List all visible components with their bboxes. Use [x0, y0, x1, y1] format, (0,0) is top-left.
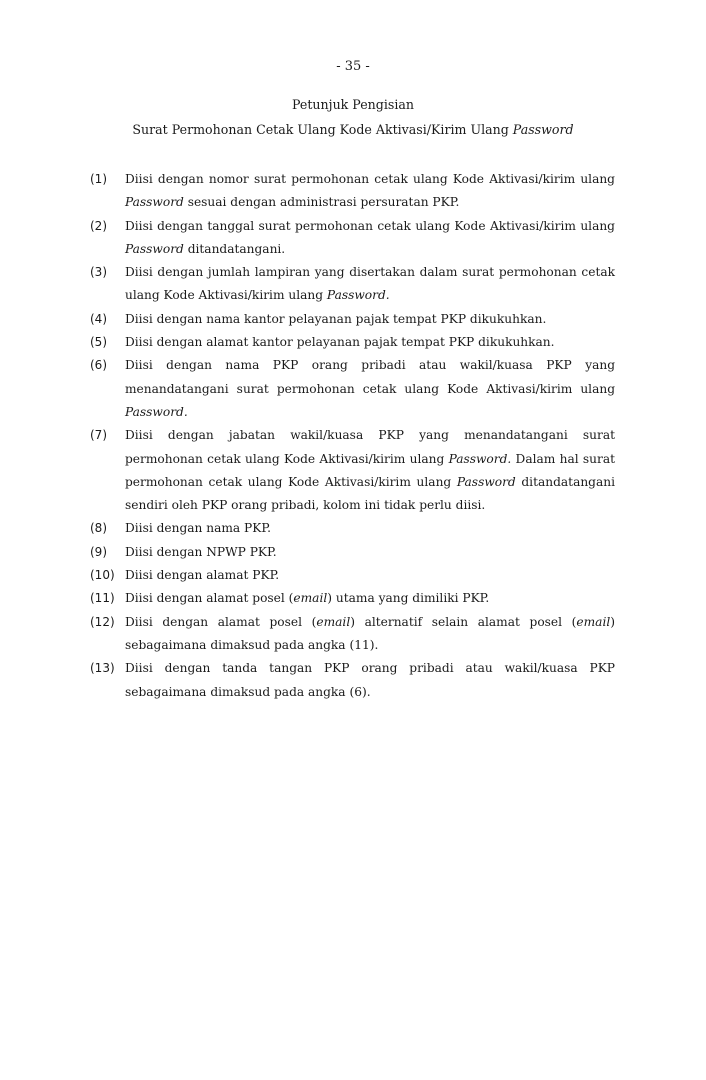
text-segment: ) utama yang dimiliki PKP. [327, 591, 490, 606]
text-segment: Surat Permohonan Cetak Ulang Kode Aktivasi/Kirim Ulang [132, 122, 513, 137]
list-item [90, 657, 615, 704]
text-segment: Diisi dengan nama PKP orang pribadi atau wakil/kuasa PKP yang menandatangani surat permohonan cetak ulang Kode Aktivasi/kirim ulang [125, 358, 615, 396]
text-segment: ditandatangani sendiri oleh PKP orang pribadi, kolom ini tidak perlu diisi. [125, 474, 615, 513]
item-number: (6) [90, 358, 107, 373]
italic-text: Password. [125, 404, 188, 419]
item-text [125, 517, 615, 540]
item-text [125, 168, 615, 215]
text-segment: Diisi dengan tanggal surat permohonan cetak ulang Kode Aktivasi/kirim ulang [125, 218, 615, 233]
italic-text: Password. [326, 288, 390, 303]
text-segment: Dalam hal surat permohonan cetak ulang Kode Aktivasi/kirim ulang [125, 451, 615, 489]
italic-text: Password [512, 122, 574, 137]
text-segment: Diisi dengan alamat kantor pelayanan pajak tempat PKP dikukuhkan. [125, 335, 555, 350]
item-number: (11) [90, 591, 115, 606]
list-item [90, 168, 615, 215]
list-item [90, 517, 615, 540]
italic-text: email [293, 591, 328, 606]
italic-text: Password [125, 195, 184, 210]
text-segment: ) sebagaimana dimaksud pada angka (11). [125, 614, 616, 652]
text-segment: Diisi dengan jumlah lampiran yang disertakan dalam surat permohonan cetak ulang Kode Aktivasi/kirim ulang [125, 265, 615, 303]
list-item [90, 215, 615, 262]
italic-text: email [316, 614, 351, 629]
italic-text: Password [456, 474, 516, 489]
item-text [125, 215, 615, 262]
instruction-list [90, 168, 615, 704]
item-number: (8) [90, 521, 107, 536]
list-item [90, 587, 615, 610]
text-segment: Diisi dengan tanda tangan PKP orang pribadi atau wakil/kuasa PKP sebagaimana dimaksud pada angka (6). [125, 661, 615, 699]
text-segment: Diisi dengan nama kantor pelayanan pajak tempat PKP dikukuhkan. [125, 311, 547, 326]
italic-text: Password. [448, 451, 512, 466]
text-segment: Diisi dengan jabatan wakil/kuasa PKP yang menandatangani surat permohonan cetak ulang Kode Aktivasi/kirim ulang [125, 428, 615, 466]
item-number: (7) [90, 428, 107, 443]
item-text [125, 564, 615, 587]
list-item [90, 261, 615, 308]
item-text [125, 611, 615, 658]
item-number: (12) [90, 614, 115, 629]
item-text [125, 541, 615, 564]
item-text [125, 308, 615, 331]
item-number: (13) [90, 661, 115, 676]
page-number: - 35 - [336, 59, 370, 74]
italic-text: email [576, 614, 611, 629]
item-number: (1) [90, 172, 107, 186]
item-text [125, 261, 615, 308]
text-segment: Diisi dengan nomor surat permohonan cetak ulang Kode Aktivasi/kirim ulang [125, 172, 615, 186]
item-number: (4) [90, 311, 107, 326]
text-segment: Diisi dengan alamat PKP. [125, 568, 280, 583]
item-number: (5) [90, 335, 107, 350]
list-item [90, 331, 615, 354]
item-text [125, 657, 615, 704]
list-item [90, 354, 615, 424]
item-text [125, 354, 615, 424]
item-text [125, 331, 615, 354]
text-segment: Diisi dengan nama PKP. [125, 521, 271, 536]
item-number: (2) [90, 218, 107, 233]
item-number: (9) [90, 544, 107, 559]
list-item [90, 564, 615, 587]
text-segment: Diisi dengan alamat posel ( [125, 591, 294, 606]
text-segment: sesuai dengan administrasi persuratan PKP. [183, 195, 460, 210]
item-number: (3) [90, 265, 107, 280]
text-segment: Diisi dengan NPWP PKP. [125, 544, 277, 559]
heading: Petunjuk Pengisian [292, 97, 414, 112]
item-number: (10) [90, 568, 115, 583]
item-text [125, 424, 615, 517]
text-segment: Diisi dengan alamat posel ( [125, 614, 317, 629]
subheading [0, 122, 706, 137]
list-item [90, 424, 615, 517]
list-item [90, 611, 615, 658]
text-segment: ditandatangani. [183, 241, 286, 256]
item-text [125, 587, 615, 610]
italic-text: Password [125, 241, 184, 256]
list-item [90, 308, 615, 331]
list-item [90, 541, 615, 564]
text-segment: ) alternatif selain alamat posel ( [350, 614, 577, 629]
